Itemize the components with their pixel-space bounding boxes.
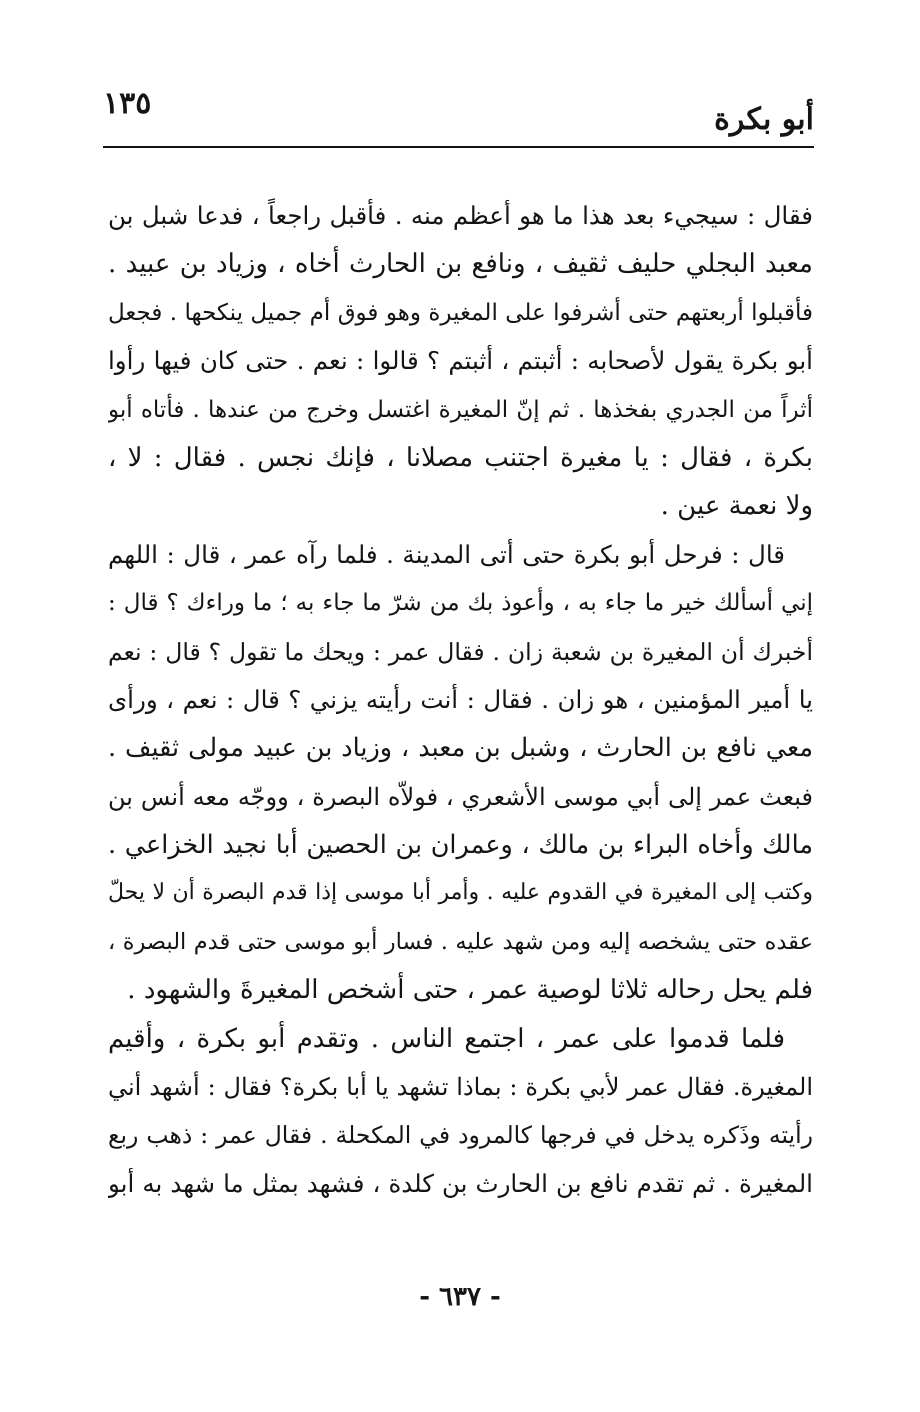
- text-line: فلما قدموا على عمر ، اجتمع الناس . وتقدم أبو بكرة ، وأقيم: [108, 1023, 785, 1054]
- text-line: رأيته وذَكره يدخل في فرجها كالمرود في المكحلة . فقال عمر : ذهب ربع: [108, 1121, 813, 1150]
- text-line: مالك وأخاه البراء بن مالك ، وعمران بن الحصين أبا نجيد الخزاعي .: [108, 830, 813, 861]
- text-line: فأقبلوا أربعتهم حتى أشرفوا على المغيرة وهو فوق أم جميل ينكحها . فجعل: [108, 299, 813, 326]
- text-line: المغيرة . ثم تقدم نافع بن الحارث بن كلدة ، فشهد بمثل ما شهد به أبو: [108, 1168, 813, 1198]
- text-line: فبعث عمر إلى أبي موسى الأشعري ، فولاّه البصرة ، ووجّه معه أنس بن: [108, 782, 813, 811]
- running-title: أبو بكرة: [714, 102, 814, 137]
- text-line: ولا نعمة عين .: [660, 491, 813, 522]
- text-line: معبد البجلي حليف ثقيف ، ونافع بن الحارث أخاه ، وزياد بن عبيد .: [108, 249, 813, 280]
- paragraph-1: [108, 192, 813, 531]
- text-line: أثراً من الجدري بفخذها . ثم إنّ المغيرة اغتسل وخرج من عندها . فأتاه أبو: [108, 396, 813, 423]
- text-line: عقده حتى يشخصه إليه ومن شهد عليه . فسار أبو موسى حتى قدم البصرة ،: [108, 928, 813, 955]
- body-text: [108, 192, 813, 1208]
- footer-page-number: - ٦٣٧ -: [419, 1282, 501, 1312]
- text-line: فقال : سيجيء بعد هذا ما هو أعظم منه . فأقبل راجعاً ، فدعا شبل بن: [108, 201, 813, 230]
- text-line: أبو بكرة يقول لأصحابه : أثبتم ، أثبتم ؟ قالوا : نعم . حتى كان فيها رأوا: [108, 346, 813, 376]
- text-line: قال : فرحل أبو بكرة حتى أتى المدينة . فلما رآه عمر ، قال : اللهم: [108, 539, 785, 569]
- text-line: معي نافع بن الحارث ، وشبل بن معبد ، وزياد بن عبيد مولى ثقيف .: [108, 733, 813, 764]
- text-line: يا أمير المؤمنين ، هو زان . فقال : أنت رأيته يزني ؟ قال : نعم ، ورأى: [108, 684, 813, 714]
- page-header: [103, 78, 814, 148]
- text-line: أخبرك أن المغيرة بن شعبة زان . فقال عمر : ويحك ما تقول ؟ قال : نعم: [108, 637, 813, 666]
- text-line: وكتب إلى المغيرة في القدوم عليه . وأمر أبا موسى إذا قدم البصرة أن لا يحلّ: [108, 880, 813, 906]
- header-page-number: ١٣٥: [103, 86, 152, 121]
- header-rule: [103, 146, 814, 148]
- paragraph-2: [108, 531, 813, 1015]
- text-line: بكرة ، فقال : يا مغيرة اجتنب مصلانا ، فإنك نجس . فقال : لا ،: [108, 442, 813, 473]
- text-line: إني أسألك خير ما جاء به ، وأعوذ بك من شرّ ما جاء به ؛ ما وراءك ؟ قال :: [108, 590, 813, 617]
- text-line: فلم يحل رحاله ثلاثا لوصية عمر ، حتى أشخص المغيرةَ والشهود .: [127, 975, 813, 1006]
- paragraph-3: [108, 1015, 813, 1209]
- text-line: المغيرة. فقال عمر لأبي بكرة : بماذا تشهد يا أبا بكرة؟ فقال : أشهد أني: [108, 1073, 813, 1102]
